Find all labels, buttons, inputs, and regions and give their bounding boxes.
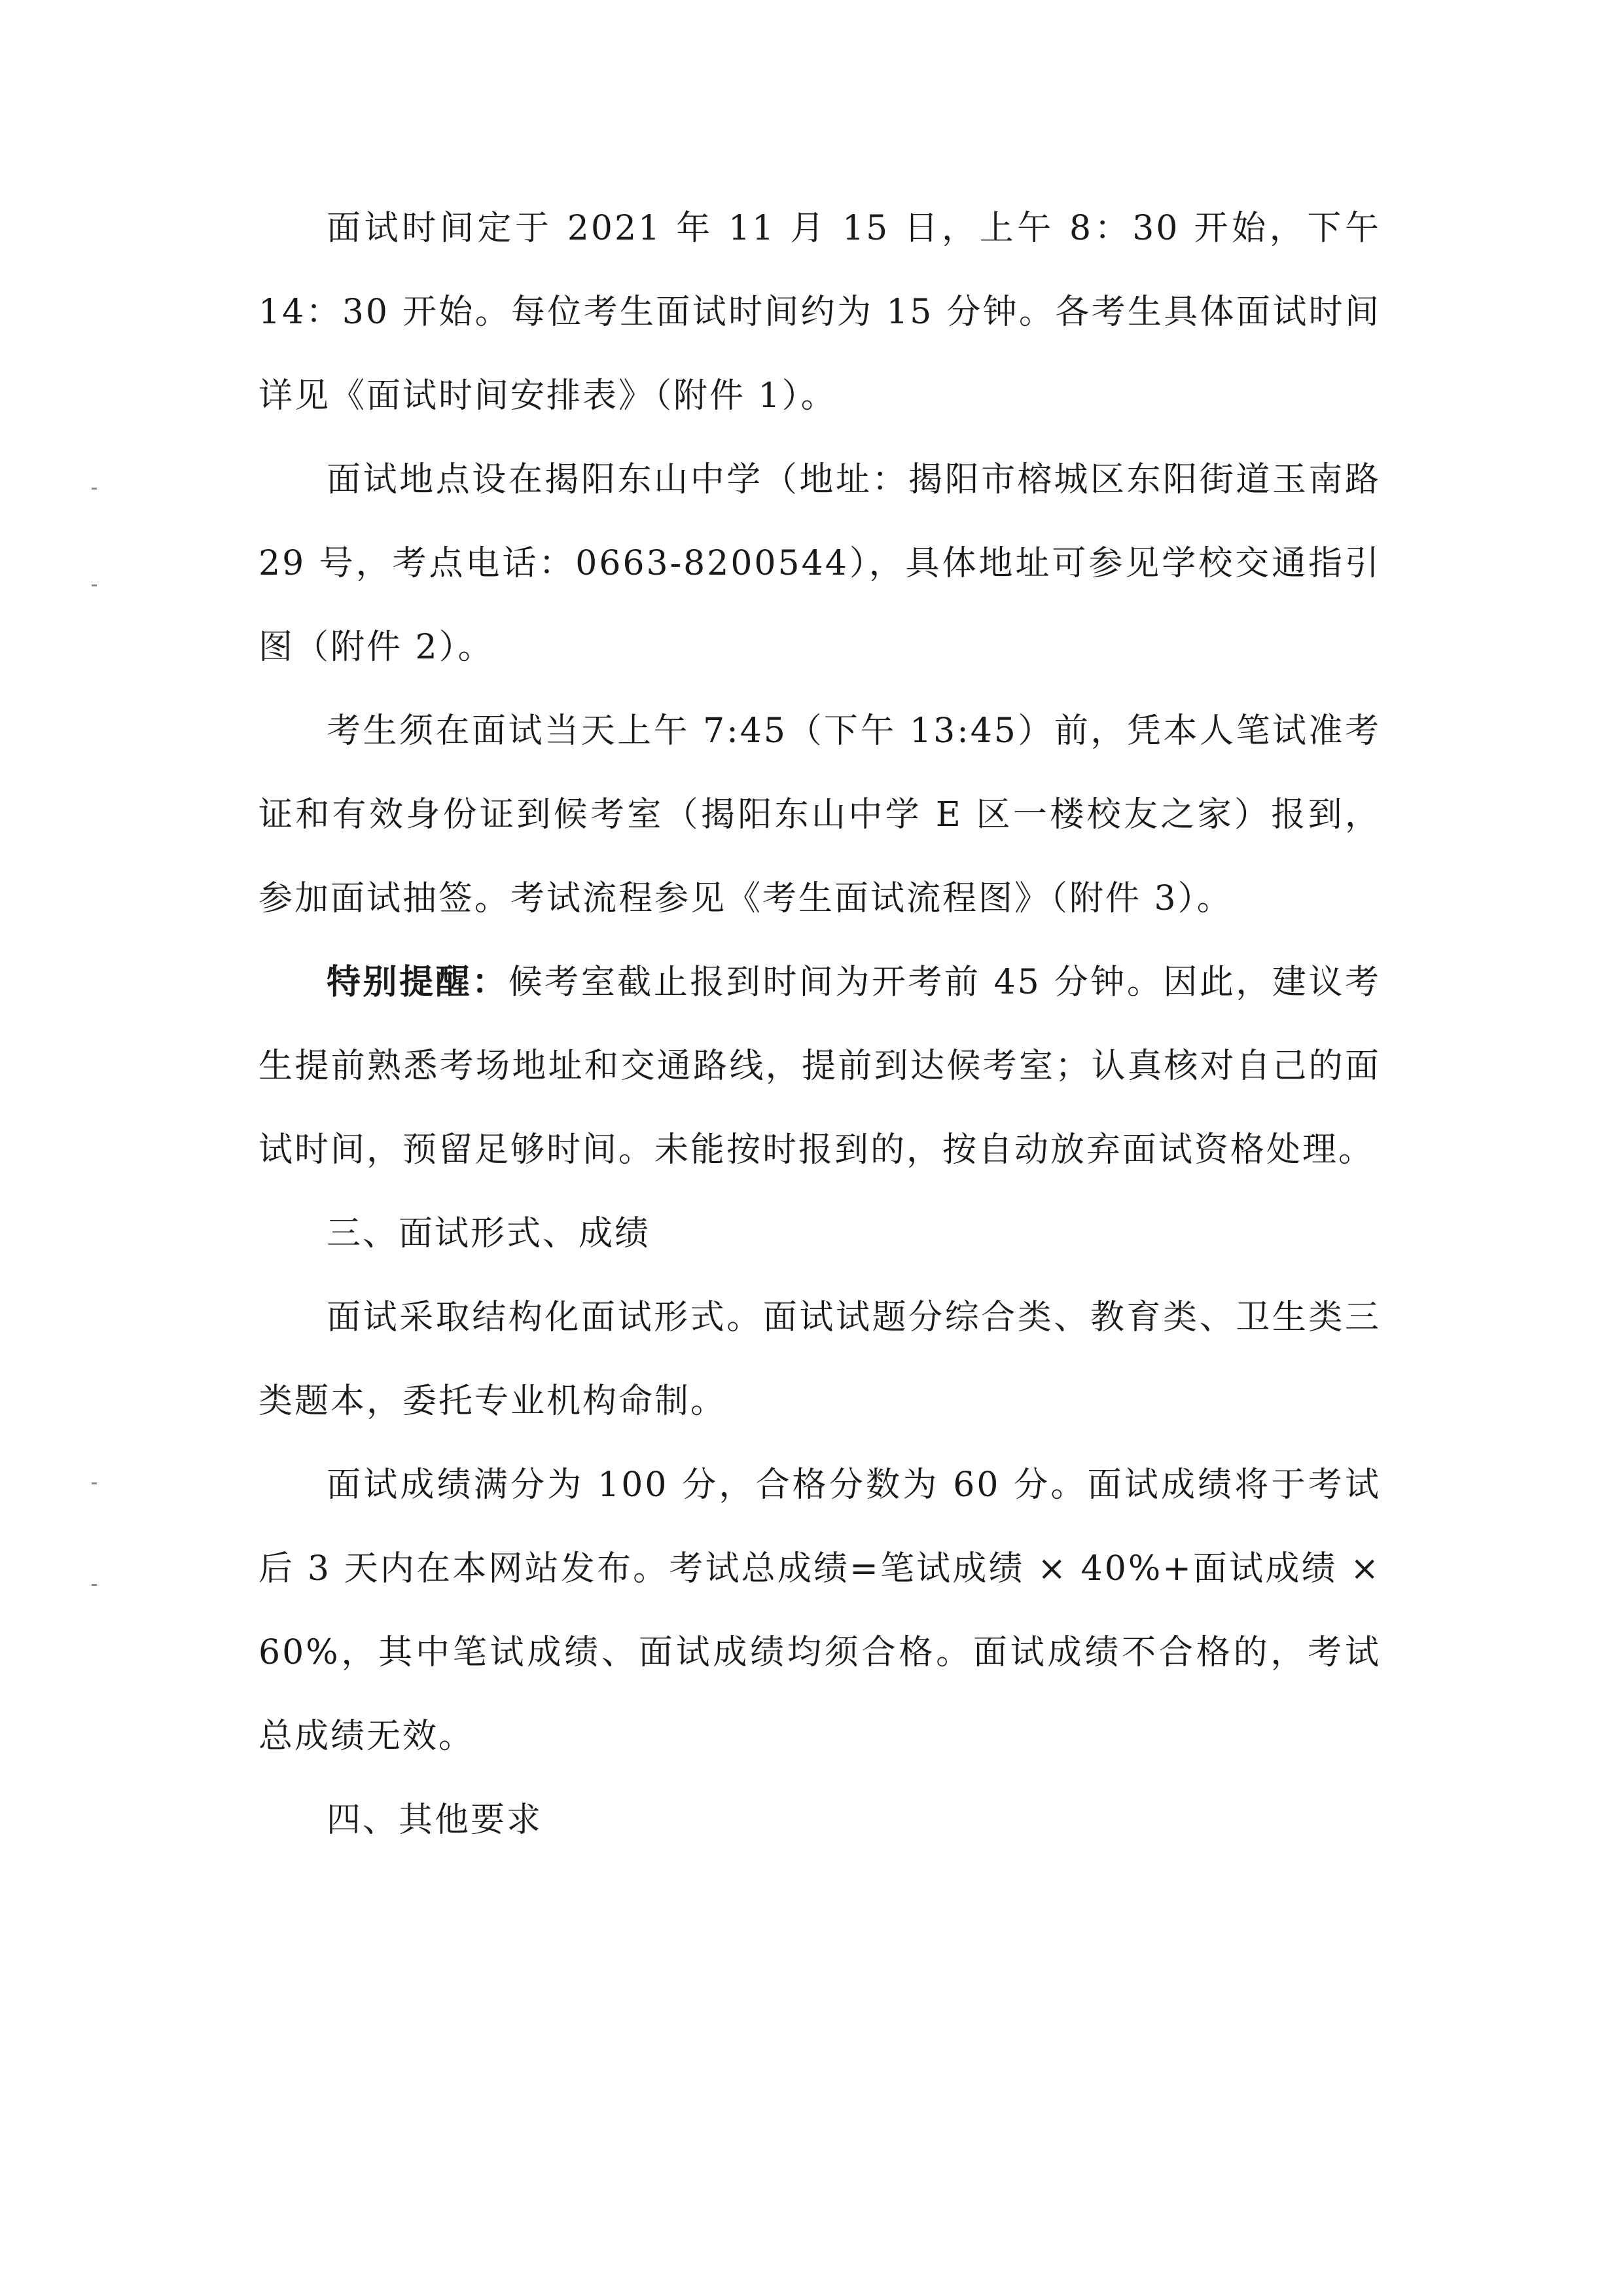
scan-mark [92,488,97,490]
scan-mark [92,1584,97,1586]
reminder-label: 特别提醒： [327,962,508,1002]
interview-format-paragraph: 面试采取结构化面试形式。面试试题分综合类、教育类、卫生类三类题本，委托专业机构命制。 [259,1298,1381,1421]
special-reminder-paragraph [259,941,1381,1192]
scan-mark [92,1482,97,1484]
reminder-text: 候考室截止报到时间为开考前 45 分钟。因此，建议考生提前熟悉考场地址和交通路线，提前到达候考室；认真核对自己的面试时间，预留足够时间。未能按时报到的，按自动放弃面试资格处理。 [259,963,1381,1170]
interview-location-paragraph: 面试地点设在揭阳东山中学（地址：揭阳市榕城区东阳街道玉南路 29 号，考点电话：0663-8200544），具体地址可参见学校交通指引图（附件 2）。 [259,460,1381,667]
body-text [259,187,1381,1862]
section-heading-4: 四、其他要求 [327,1801,543,1840]
interview-score-paragraph: 面试成绩满分为 100 分，合格分数为 60 分。面试成绩将于考试后 3 天内在本网站发布。考试总成绩=笔试成绩 × 40%+面试成绩 × 60%，其中笔试成绩、面试成绩均须合格。面试成绩不合格的，考试总成绩无效。 [259,1465,1381,1756]
scan-mark [92,584,97,586]
section-heading-3: 三、面试形式、成绩 [327,1214,651,1253]
interview-time-paragraph: 面试时间定于 2021 年 11 月 15 日，上午 8：30 开始，下午 14：30 开始。每位考生面试时间约为 15 分钟。各考生具体面试时间详见《面试时间安排表》（附件 1）。 [259,209,1381,416]
check-in-paragraph: 考生须在面试当天上午 7:45（下午 13:45）前，凭本人笔试准考证和有效身份证到候考室（揭阳东山中学 E 区一楼校友之家）报到，参加面试抽签。考试流程参见《考生面试流程图》（附件 3）。 [259,711,1381,918]
